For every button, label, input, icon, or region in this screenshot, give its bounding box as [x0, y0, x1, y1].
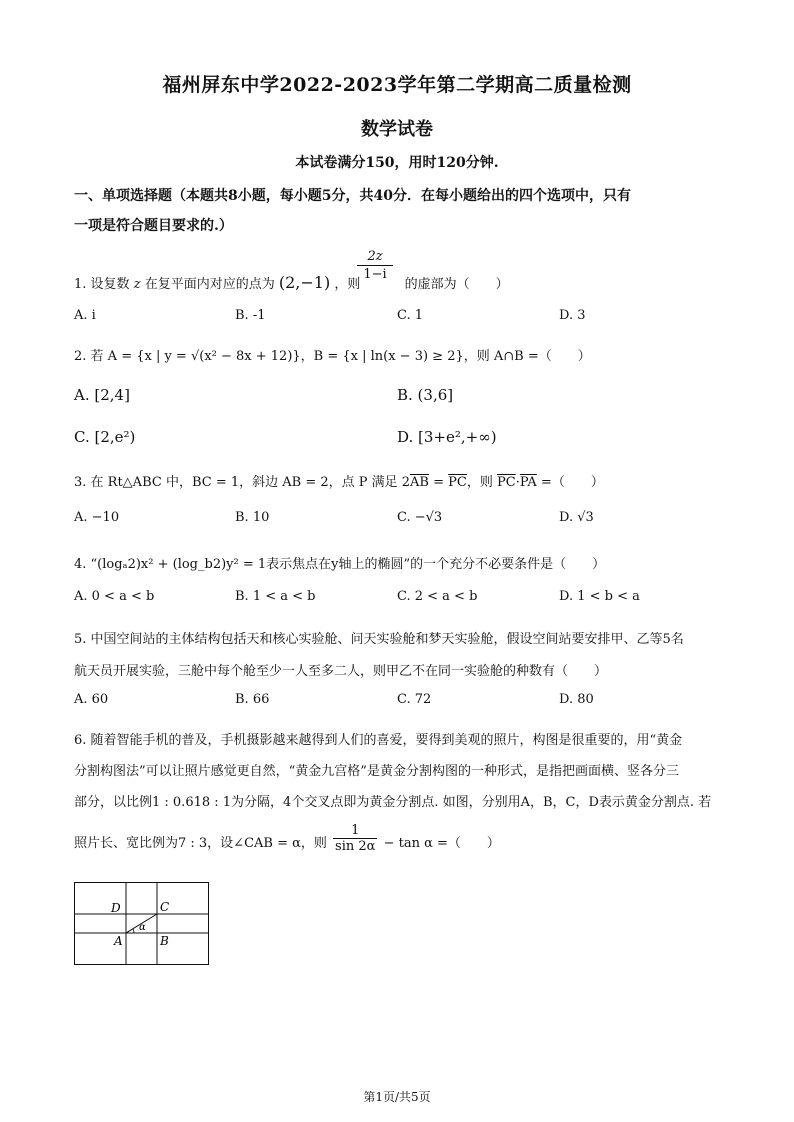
label-c: C: [160, 900, 170, 914]
q2-option-b: B. (3,6]: [397, 386, 454, 404]
label-a: A: [114, 934, 123, 948]
exam-subtitle: 数学试卷: [361, 119, 433, 140]
vector-ab: $\overline{AB}$: [410, 475, 429, 490]
q6-fraction: $\frac{1}{\sin 2\alpha}$: [335, 823, 376, 854]
q1-option-a: A. i: [74, 308, 96, 323]
question-2-stem: 2. 若 A = {x | y = √(x² − 8x + 12)}，B = {x | ln(x − 3) ≥ 2}，则 A∩B =（ ）: [74, 349, 591, 364]
q4-option-d: D. 1 < b < a: [559, 589, 640, 604]
question-5-line2: 航天员开展实验，三舱中每个舱至少一人至多二人，则甲乙不在同一实验舱的种数有（ ）: [74, 664, 608, 679]
question-6-line2: 分割构图法”可以让照片感觉更自然，“黄金九宫格”是黄金分割构图的一种形式，是指把画面横、竖各分三: [74, 764, 679, 779]
q5-option-a: A. 60: [74, 692, 109, 707]
golden-grid-figure: [74, 882, 210, 966]
question-1-stem: 1. 设复数 z 在复平面内对应的点为 (2,−1) ，则 的虚部为（ ）: [74, 273, 509, 292]
q4-option-c: C. 2 < a < b: [397, 589, 478, 604]
q3-option-b: B. 10: [235, 510, 270, 525]
q3-option-c: C. −√3: [397, 510, 443, 525]
vector-pa: $\overline{PA}$: [519, 475, 537, 490]
label-d: D: [111, 901, 121, 915]
q1-option-b: B. -1: [235, 308, 266, 323]
label-alpha: α: [139, 922, 146, 933]
label-b: B: [160, 934, 169, 948]
q4-option-b: B. 1 < a < b: [235, 589, 316, 604]
q3-option-d: D. √3: [559, 510, 594, 525]
var-z: z: [133, 277, 141, 292]
question-5-line1: 5. 中国空间站的主体结构包括天和核心实验舱、问天实验舱和梦天实验舱，假设空间站要安排甲、乙等5名: [74, 632, 684, 647]
angle-arc: [133, 929, 134, 933]
q5-option-b: B. 66: [235, 692, 270, 707]
page-footer: 第1页/共5页: [363, 1090, 431, 1104]
question-3-stem: 3. 在 Rt△ABC 中，BC = 1，斜边 AB = 2，点 P 满足 $2\overline{AB} = \overline{PC}$，则 $\overline{PC}\cdot\overline{PA}$ =（ ）: [74, 475, 604, 490]
section-heading-line2: 一项是符合题目要求的.）: [74, 218, 233, 234]
q2-option-d: D. [3+e²,+∞): [397, 428, 497, 446]
question-6-line3: 部分，以比例1 : 0.618 : 1为分隔，4个交叉点即为黄金分割点. 如图，分别用A，B，C，D表示黄金分割点. 若: [74, 795, 712, 810]
q5-option-c: C. 72: [397, 692, 432, 707]
q1-fraction: $\frac{2z}{1-i}$: [357, 248, 393, 283]
question-6-line1: 6. 随着智能手机的普及，手机摄影越来越得到人们的喜爱，要得到美观的照片，构图是很重要的，用“黄金: [74, 733, 683, 748]
q2-option-c: C. [2,e²): [74, 428, 136, 446]
q1-option-c: C. 1: [397, 308, 424, 323]
q4-option-a: A. 0 < a < b: [74, 589, 155, 604]
point-coord: (2,−1): [278, 273, 331, 292]
q1-option-d: D. 3: [559, 308, 586, 323]
question-6-line4: 照片长、宽比例为7 : 3，设∠CAB = α，则 $\frac{1}{\sin 2\alpha}$ − tan α =（ ）: [74, 823, 500, 854]
exam-note: 本试卷满分150，用时120分钟.: [295, 155, 499, 171]
q5-option-d: D. 80: [559, 692, 594, 707]
vector-pc-2: $\overline{PC}$: [497, 475, 516, 490]
section-heading-line1: 一、单项选择题（本题共8小题，每小题5分，共40分．在每小题给出的四个选项中，只有: [74, 188, 631, 204]
vector-pc: $\overline{PC}$: [448, 475, 467, 490]
q2-option-a: A. [2,4]: [74, 386, 130, 404]
q3-option-a: A. −10: [74, 510, 120, 525]
question-4-stem: 4. “(logₐ2)x² + (log_b2)y² = 1表示焦点在y轴上的椭圆”的一个充分不必要条件是（ ）: [74, 557, 606, 572]
exam-title: 福州屏东中学2022-2023学年第二学期高二质量检测: [162, 74, 632, 96]
